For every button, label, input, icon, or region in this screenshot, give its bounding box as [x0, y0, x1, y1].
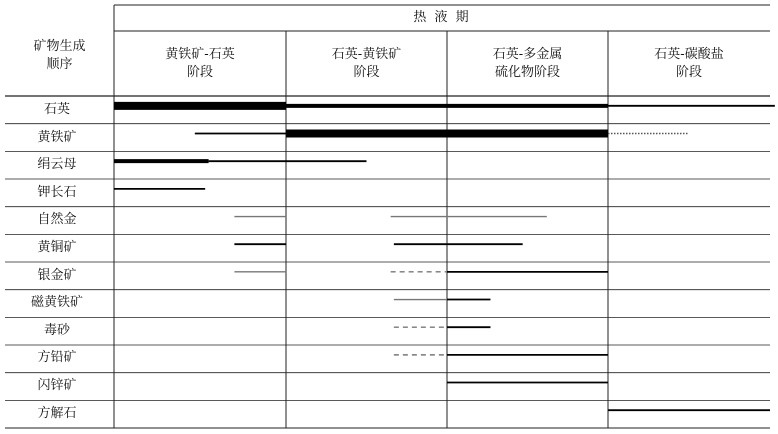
stage-4-line1: 石英-碳酸盐 — [654, 47, 724, 62]
sequence-label-line1: 矿物生成 — [33, 39, 86, 54]
mineral-name: 方铅矿 — [37, 350, 77, 365]
mineral-name: 黄铜矿 — [37, 240, 77, 255]
stage-header-4 — [608, 46, 770, 82]
mineral-name: 自然金 — [37, 212, 77, 227]
stage-header-1 — [114, 46, 286, 82]
mineral-name: 钾长石 — [37, 185, 77, 200]
stage-4-line2: 阶段 — [675, 65, 702, 80]
stage-header-3 — [447, 46, 608, 82]
mineral-name: 绢云母 — [37, 157, 77, 172]
period-title: 热 液 期 — [413, 10, 471, 25]
stage-1-line1: 黄铁矿-石英 — [165, 47, 235, 62]
mineral-name: 黄铁矿 — [37, 130, 77, 145]
mineral-name: 闪锌矿 — [37, 378, 77, 393]
stage-header-2 — [286, 46, 447, 82]
mineral-name: 石英 — [43, 102, 70, 117]
stage-3-line1: 石英-多金属 — [492, 47, 563, 62]
mineral-name: 磁黄铁矿 — [30, 295, 83, 310]
sequence-label — [5, 38, 114, 74]
stage-2-line2: 阶段 — [353, 65, 380, 80]
sequence-label-line2: 顺序 — [46, 57, 73, 72]
stage-2-line1: 石英-黄铁矿 — [331, 47, 402, 62]
mineral-name: 方解石 — [37, 406, 77, 421]
stage-1-line2: 阶段 — [186, 65, 213, 80]
mineral-name: 毒砂 — [43, 323, 70, 338]
mineral-name: 银金矿 — [37, 268, 77, 283]
row-rules — [5, 124, 770, 401]
stage-3-line2: 硫化物阶段 — [494, 65, 560, 80]
